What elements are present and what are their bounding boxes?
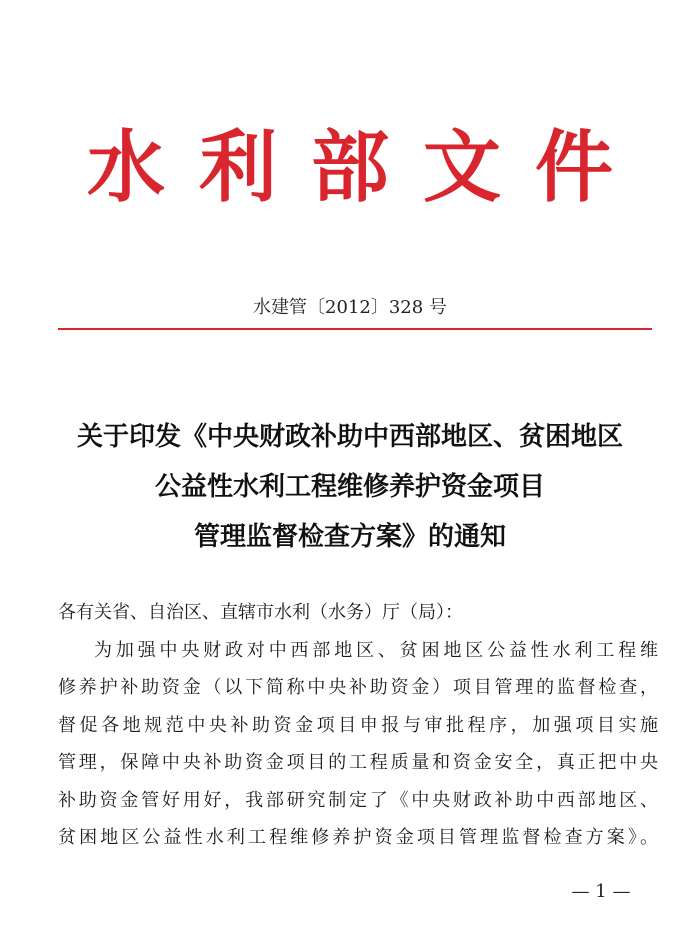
title-line-1: 关于印发《中央财政补助中西部地区、贫困地区 (76, 422, 623, 452)
document-number: 水建管〔2012〕328 号 (253, 297, 447, 318)
title-line-3: 管理监督检查方案》的通知 (193, 522, 506, 552)
body-line-3: 督促各地规范中央补助资金项目申报与审批程序，加强项目实施 (58, 714, 658, 736)
masthead-title: 水利部文件 (86, 122, 647, 213)
title-line-2: 公益性水利工程维修养护资金项目 (154, 472, 545, 502)
body-line-4: 管理，保障中央补助资金项目的工程质量和资金安全，真正把中央 (58, 752, 658, 773)
page-number: — 1 — (571, 881, 631, 902)
body-line-5: 补助资金管好用好，我部研究制定了《中央财政补助中西部地区、 (58, 789, 658, 811)
body-line-1: 为加强中央财政对中西部地区、贫困地区公益性水利工程维 (94, 639, 658, 661)
red-separator-line (58, 328, 652, 330)
salutation: 各有关省、自治区、直辖市水利（水务）厅（局）： (58, 602, 463, 623)
notice-title (40, 412, 660, 562)
body-line-6: 贫困地区公益性水利工程维修养护资金项目管理监督检查方案》。 (58, 827, 658, 848)
body-line-2: 修养护补助资金（以下简称中央补助资金）项目管理的监督检查， (58, 677, 658, 698)
notice-body (58, 594, 658, 857)
